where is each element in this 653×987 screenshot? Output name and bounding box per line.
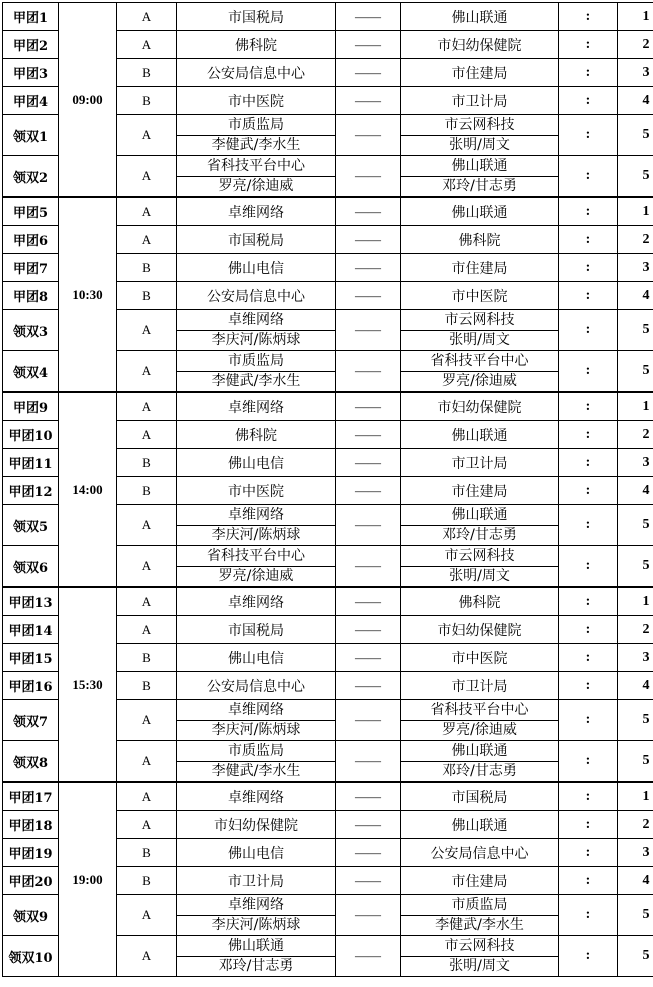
group-label: A: [117, 546, 177, 588]
table-number: 1: [618, 197, 653, 226]
time-slot: 09:00: [59, 3, 117, 198]
table-number: 5: [618, 505, 653, 546]
versus-dash: ——: [336, 197, 401, 226]
home-team-cell: 佛山电信: [177, 254, 336, 282]
score-colon: :: [559, 616, 618, 644]
home-team-cell: [177, 310, 336, 351]
match-code: 甲团14: [3, 616, 59, 644]
away-team-cell: [401, 310, 559, 351]
away-team-cell: [401, 741, 559, 783]
table-number: 3: [618, 839, 653, 867]
score-colon: :: [559, 505, 618, 546]
match-code: 甲团4: [3, 87, 59, 115]
table-number: 5: [618, 700, 653, 741]
table-number: 1: [618, 587, 653, 616]
score-colon: :: [559, 310, 618, 351]
away-players: 李健武/李水生: [435, 916, 524, 933]
away-team-name: 市云网科技: [444, 547, 515, 564]
score-colon: :: [559, 115, 618, 156]
away-team-cell: 市住建局: [401, 867, 559, 895]
home-players: 李健武/李水生: [211, 762, 301, 779]
away-players: 张明/周文: [449, 136, 510, 153]
away-team-cell: [401, 700, 559, 741]
home-players: 李庆河/陈炳球: [211, 916, 301, 933]
away-team-name: 市云网科技: [444, 311, 515, 328]
away-team-cell: 佛山联通: [401, 421, 559, 449]
away-players: 罗亮/徐迪威: [442, 721, 517, 738]
match-code: 甲团2: [3, 31, 59, 59]
away-team-cell: 市卫计局: [401, 449, 559, 477]
home-team-cell: [177, 895, 336, 936]
group-label: A: [117, 587, 177, 616]
away-team-cell: 市卫计局: [401, 672, 559, 700]
score-colon: :: [559, 867, 618, 895]
away-team-name: 佛山联通: [451, 506, 508, 523]
match-code: 甲团8: [3, 282, 59, 310]
versus-dash: ——: [336, 616, 401, 644]
away-team-cell: 市中医院: [401, 282, 559, 310]
table-number: 1: [618, 3, 653, 31]
score-colon: :: [559, 477, 618, 505]
versus-dash: ——: [336, 546, 401, 588]
away-team-cell: 市妇幼保健院: [401, 392, 559, 421]
home-players: 罗亮/徐迪威: [218, 567, 294, 584]
away-team-cell: 市住建局: [401, 254, 559, 282]
schedule-body: [3, 3, 653, 977]
home-team-cell: [177, 936, 336, 977]
table-number: 2: [618, 616, 653, 644]
home-team-cell: [177, 505, 336, 546]
versus-dash: ——: [336, 587, 401, 616]
table-number: 2: [618, 421, 653, 449]
table-number: 5: [618, 741, 653, 783]
match-code: 甲团5: [3, 197, 59, 226]
score-colon: :: [559, 936, 618, 977]
versus-dash: ——: [336, 811, 401, 839]
home-team-cell: [177, 700, 336, 741]
home-players: 李庆河/陈炳球: [211, 331, 301, 348]
away-team-cell: 市卫计局: [401, 87, 559, 115]
away-team-name: 省科技平台中心: [430, 352, 529, 369]
group-label: A: [117, 895, 177, 936]
home-team-name: 市质监局: [228, 352, 284, 369]
match-code: 甲团7: [3, 254, 59, 282]
away-team-cell: 公安局信息中心: [401, 839, 559, 867]
group-label: A: [117, 782, 177, 811]
home-team-cell: 市国税局: [177, 616, 336, 644]
match-code: 甲团12: [3, 477, 59, 505]
table-number: 5: [618, 936, 653, 977]
away-team-cell: [401, 115, 559, 156]
home-team-cell: 佛科院: [177, 421, 336, 449]
group-label: A: [117, 616, 177, 644]
score-colon: :: [559, 811, 618, 839]
match-code: 甲团10: [3, 421, 59, 449]
away-players: 张明/周文: [449, 567, 510, 584]
team-match-row: [3, 392, 653, 421]
versus-dash: ——: [336, 936, 401, 977]
score-colon: :: [559, 587, 618, 616]
table-number: 5: [618, 310, 653, 351]
match-code: 领双2: [3, 156, 59, 198]
group-label: A: [117, 700, 177, 741]
home-team-cell: 卓维网络: [177, 587, 336, 616]
home-team-name: 卓维网络: [228, 896, 284, 913]
away-team-name: 市质监局: [451, 896, 508, 913]
team-match-row: [3, 3, 653, 31]
table-number: 4: [618, 477, 653, 505]
score-colon: :: [559, 700, 618, 741]
score-colon: :: [559, 644, 618, 672]
home-team-cell: 市国税局: [177, 3, 336, 31]
away-players: 张明/周文: [449, 957, 510, 974]
match-code: 领双9: [3, 895, 59, 936]
home-players: 李健武/李水生: [211, 136, 301, 153]
match-code: 甲团18: [3, 811, 59, 839]
group-label: A: [117, 156, 177, 198]
table-number: 5: [618, 156, 653, 198]
score-colon: :: [559, 782, 618, 811]
group-label: B: [117, 59, 177, 87]
score-colon: :: [559, 421, 618, 449]
home-team-cell: 公安局信息中心: [177, 672, 336, 700]
score-colon: :: [559, 156, 618, 198]
home-team-cell: 公安局信息中心: [177, 282, 336, 310]
group-label: A: [117, 392, 177, 421]
versus-dash: ——: [336, 782, 401, 811]
home-players: 李庆河/陈炳球: [211, 721, 301, 738]
versus-dash: ——: [336, 421, 401, 449]
group-label: A: [117, 197, 177, 226]
away-team-name: 市云网科技: [444, 116, 515, 133]
home-team-name: 卓维网络: [228, 701, 284, 718]
table-number: 3: [618, 449, 653, 477]
table-number: 2: [618, 811, 653, 839]
away-players: 邓玲/甘志勇: [442, 762, 517, 779]
home-team-cell: [177, 741, 336, 783]
score-colon: :: [559, 392, 618, 421]
match-code: 领双3: [3, 310, 59, 351]
versus-dash: ——: [336, 895, 401, 936]
score-colon: :: [559, 282, 618, 310]
team-match-row: [3, 782, 653, 811]
home-team-name: 佛山联通: [228, 937, 284, 954]
home-team-name: 卓维网络: [228, 506, 284, 523]
home-team-cell: [177, 156, 336, 198]
time-slot: 10:30: [59, 197, 117, 392]
match-code: 甲团20: [3, 867, 59, 895]
versus-dash: ——: [336, 505, 401, 546]
away-team-cell: [401, 895, 559, 936]
group-label: A: [117, 505, 177, 546]
match-code: 领双4: [3, 351, 59, 393]
home-team-name: 卓维网络: [228, 311, 284, 328]
table-number: 4: [618, 87, 653, 115]
home-team-cell: 市中医院: [177, 87, 336, 115]
away-team-cell: 市住建局: [401, 477, 559, 505]
group-label: B: [117, 449, 177, 477]
team-match-row: [3, 587, 653, 616]
away-players: 张明/周文: [449, 331, 510, 348]
versus-dash: ——: [336, 700, 401, 741]
match-code: 甲团1: [3, 3, 59, 31]
versus-dash: ——: [336, 31, 401, 59]
versus-dash: ——: [336, 672, 401, 700]
score-colon: :: [559, 672, 618, 700]
team-match-row: [3, 197, 653, 226]
match-code: 甲团17: [3, 782, 59, 811]
home-team-cell: 卓维网络: [177, 197, 336, 226]
group-label: A: [117, 31, 177, 59]
away-team-cell: [401, 505, 559, 546]
group-label: A: [117, 351, 177, 393]
score-colon: :: [559, 31, 618, 59]
score-colon: :: [559, 197, 618, 226]
match-code: 甲团13: [3, 587, 59, 616]
table-number: 4: [618, 867, 653, 895]
table-number: 4: [618, 672, 653, 700]
match-code: 领双10: [3, 936, 59, 977]
versus-dash: ——: [336, 741, 401, 783]
home-team-cell: 公安局信息中心: [177, 59, 336, 87]
group-label: B: [117, 477, 177, 505]
home-players: 李健武/李水生: [211, 372, 301, 389]
score-colon: :: [559, 226, 618, 254]
match-schedule-table: [2, 2, 653, 977]
away-team-name: 市云网科技: [444, 937, 515, 954]
home-team-cell: 市妇幼保健院: [177, 811, 336, 839]
group-label: B: [117, 254, 177, 282]
away-team-name: 佛山联通: [451, 157, 508, 174]
versus-dash: ——: [336, 115, 401, 156]
away-players: 罗亮/徐迪威: [442, 372, 517, 389]
score-colon: :: [559, 59, 618, 87]
versus-dash: ——: [336, 351, 401, 393]
away-team-cell: 佛科院: [401, 226, 559, 254]
home-team-cell: 卓维网络: [177, 782, 336, 811]
match-code: 甲团11: [3, 449, 59, 477]
table-number: 5: [618, 115, 653, 156]
match-code: 领双5: [3, 505, 59, 546]
score-colon: :: [559, 449, 618, 477]
group-label: A: [117, 936, 177, 977]
versus-dash: ——: [336, 226, 401, 254]
table-number: 1: [618, 782, 653, 811]
home-team-name: 市质监局: [228, 742, 284, 759]
home-team-cell: 卓维网络: [177, 392, 336, 421]
match-code: 甲团15: [3, 644, 59, 672]
home-team-cell: 佛科院: [177, 31, 336, 59]
match-code: 领双7: [3, 700, 59, 741]
home-team-name: 省科技平台中心: [207, 157, 305, 174]
away-team-cell: 佛山联通: [401, 3, 559, 31]
table-number: 3: [618, 59, 653, 87]
match-code: 领双1: [3, 115, 59, 156]
versus-dash: ——: [336, 3, 401, 31]
away-team-cell: 市妇幼保健院: [401, 31, 559, 59]
score-colon: :: [559, 351, 618, 393]
away-team-cell: 市中医院: [401, 644, 559, 672]
match-code: 甲团19: [3, 839, 59, 867]
away-team-cell: 佛山联通: [401, 197, 559, 226]
time-slot: 19:00: [59, 782, 117, 977]
away-team-name: 佛山联通: [451, 742, 508, 759]
group-label: A: [117, 3, 177, 31]
home-team-name: 省科技平台中心: [207, 547, 305, 564]
away-team-cell: 市妇幼保健院: [401, 616, 559, 644]
home-team-cell: 市卫计局: [177, 867, 336, 895]
table-number: 5: [618, 351, 653, 393]
group-label: B: [117, 87, 177, 115]
versus-dash: ——: [336, 254, 401, 282]
table-number: 2: [618, 226, 653, 254]
versus-dash: ——: [336, 59, 401, 87]
table-number: 2: [618, 31, 653, 59]
versus-dash: ——: [336, 392, 401, 421]
table-number: 3: [618, 644, 653, 672]
home-players: 李庆河/陈炳球: [211, 526, 301, 543]
group-label: A: [117, 741, 177, 783]
versus-dash: ——: [336, 282, 401, 310]
group-label: A: [117, 811, 177, 839]
versus-dash: ——: [336, 839, 401, 867]
versus-dash: ——: [336, 310, 401, 351]
score-colon: :: [559, 254, 618, 282]
home-team-name: 市质监局: [228, 116, 284, 133]
home-team-cell: [177, 115, 336, 156]
match-code: 领双6: [3, 546, 59, 588]
score-colon: :: [559, 741, 618, 783]
away-team-name: 省科技平台中心: [430, 701, 529, 718]
away-team-cell: 市国税局: [401, 782, 559, 811]
table-number: 5: [618, 895, 653, 936]
versus-dash: ——: [336, 87, 401, 115]
home-team-cell: 市国税局: [177, 226, 336, 254]
group-label: A: [117, 226, 177, 254]
group-label: A: [117, 115, 177, 156]
away-players: 邓玲/甘志勇: [442, 526, 517, 543]
group-label: A: [117, 421, 177, 449]
home-team-cell: [177, 546, 336, 588]
match-code: 甲团9: [3, 392, 59, 421]
versus-dash: ——: [336, 477, 401, 505]
match-code: 领双8: [3, 741, 59, 783]
versus-dash: ——: [336, 867, 401, 895]
home-team-cell: 佛山电信: [177, 449, 336, 477]
home-players: 罗亮/徐迪威: [218, 177, 294, 194]
group-label: B: [117, 839, 177, 867]
home-players: 邓玲/甘志勇: [218, 957, 294, 974]
group-label: A: [117, 310, 177, 351]
table-number: 4: [618, 282, 653, 310]
table-number: 1: [618, 392, 653, 421]
away-team-cell: [401, 156, 559, 198]
score-colon: :: [559, 87, 618, 115]
away-team-cell: [401, 546, 559, 588]
away-team-cell: 佛山联通: [401, 811, 559, 839]
match-code: 甲团3: [3, 59, 59, 87]
table-number: 3: [618, 254, 653, 282]
table-number: 5: [618, 546, 653, 588]
home-team-cell: 佛山电信: [177, 839, 336, 867]
score-colon: :: [559, 3, 618, 31]
time-slot: 14:00: [59, 392, 117, 587]
versus-dash: ——: [336, 644, 401, 672]
time-slot: 15:30: [59, 587, 117, 782]
home-team-cell: 市中医院: [177, 477, 336, 505]
home-team-cell: 佛山电信: [177, 644, 336, 672]
group-label: B: [117, 644, 177, 672]
versus-dash: ——: [336, 449, 401, 477]
score-colon: :: [559, 895, 618, 936]
versus-dash: ——: [336, 156, 401, 198]
group-label: B: [117, 672, 177, 700]
home-team-cell: [177, 351, 336, 393]
away-team-cell: 市住建局: [401, 59, 559, 87]
away-team-cell: [401, 936, 559, 977]
away-team-cell: [401, 351, 559, 393]
group-label: B: [117, 867, 177, 895]
match-code: 甲团6: [3, 226, 59, 254]
match-code: 甲团16: [3, 672, 59, 700]
score-colon: :: [559, 546, 618, 588]
away-players: 邓玲/甘志勇: [442, 177, 517, 194]
score-colon: :: [559, 839, 618, 867]
group-label: B: [117, 282, 177, 310]
away-team-cell: 佛科院: [401, 587, 559, 616]
